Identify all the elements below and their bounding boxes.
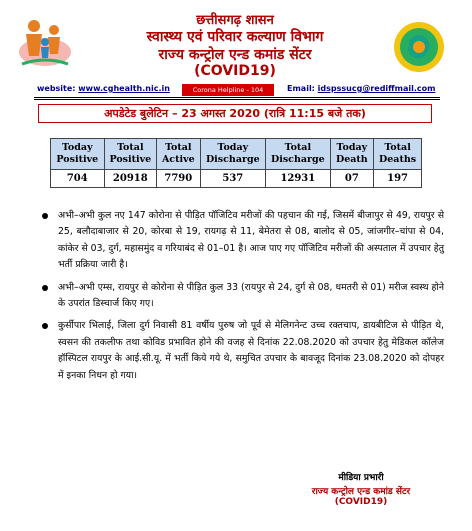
bullet-text: अभी–अभी एम्स, रायपुर से कोरोना से पीड़ित कुल 33 (रायपुर से 24, दुर्ग से 08, धमतरी से 01) मरीज स्वस्थ होने के उपरांत डिस्चार्ज किए गए। [58, 281, 444, 310]
value-total-deaths: 197 [374, 170, 422, 188]
signature-covid: (COVID19) [334, 497, 388, 507]
website-label: website: [37, 84, 79, 93]
stats-table [50, 138, 422, 188]
helpline-badge: Corona Helpline - 104 [182, 84, 274, 96]
website-line [37, 84, 170, 98]
bullet-icon [42, 323, 48, 329]
stats-header-row [51, 139, 422, 170]
email-line [287, 84, 435, 98]
email-link[interactable]: idspssucg@rediffmail.com [317, 84, 436, 93]
header-divider-2 [34, 99, 440, 100]
header-total-deaths: Total Deaths [374, 139, 422, 170]
header-total-discharge: Total Discharge [266, 139, 330, 170]
value-today-positive: 704 [51, 170, 105, 188]
value-total-discharge: 12931 [266, 170, 330, 188]
signature-center: राज्य कन्ट्रोल एन्ड कमांड सेंटर [311, 487, 411, 497]
header-divider [34, 97, 440, 98]
header-today-death: Today Death [330, 139, 374, 170]
bullet-text: कुर्सीपार भिलाई, जिला दुर्ग निवासी 81 वर्षीय पुरुष जो पूर्व से मेलिगनेन्ट उच्च रक्तचाप, डायबीटिज से पीड़ित थे, स्वसन की तकलीफ तथा कोविड प्रभावित होने की वजह से दिनांक 22.08.2020 को उपचार हेतु मेडिकल कॉलेज हॉस्पिटल रायपुर के आई.सी.यू. में भर्ती किये गये थे, समुचित उपचार के बावजूद दिनांक 23.08.2020 को दोपहर में इनका निधन हो गया। [58, 320, 444, 381]
center-title: राज्य कन्ट्रोल एन्ड कमांड सेंटर [158, 47, 312, 63]
bullet-icon [42, 213, 48, 219]
state-emblem-icon [392, 20, 446, 74]
list-item [40, 318, 444, 384]
bullet-text: अभी–अभी कुल नए 147 कोरोना से पीड़ित पॉजिटिव मरीजों की पहचान की गई, जिसमें बीजापुर से 49, रायपुर से 25, बलौदाबाजार से 20, कोरबा से 19, रायगढ़ से 11, बेमेतरा से 08, बालोद से 05, जांजगीर–चांपा से 04, कांकेर से 03, दुर्ग, महासमुंद व गरियाबंद से 01–01 है। आज पाए गए पॉजिटिव मरीजों की अस्पताल में उपचार हेतु भर्ती प्रक्रिया जारी है। [58, 210, 445, 271]
header-total-active: Total Active [157, 139, 200, 170]
website-link[interactable]: www.cghealth.nic.in [78, 84, 170, 93]
value-total-active: 7790 [157, 170, 200, 188]
bulletin-title: अपडेटेड बुलेटिन – 23 अगस्त 2020 (रात्रि 11:15 बजे तक) [38, 104, 432, 123]
list-item [40, 208, 444, 274]
stats-value-row [51, 170, 422, 188]
signature-role: मीडिया प्रभारी [338, 473, 384, 483]
value-today-discharge: 537 [200, 170, 266, 188]
govt-title: छत्तीसगढ़ शासन [196, 13, 274, 28]
list-item [40, 280, 444, 313]
header-total-positive: Total Positive [104, 139, 157, 170]
value-total-positive: 20918 [104, 170, 157, 188]
header-today-discharge: Today Discharge [200, 139, 266, 170]
covid-label: (COVID19) [194, 63, 276, 79]
family-logo-icon [14, 12, 76, 74]
email-label: Email: [287, 84, 318, 93]
department-title: स्वास्थ्य एवं परिवार कल्याण विभाग [146, 29, 324, 45]
bulletin-list [40, 208, 444, 390]
header-today-positive: Today Positive [51, 139, 105, 170]
value-today-death: 07 [330, 170, 374, 188]
bullet-icon [42, 285, 48, 291]
